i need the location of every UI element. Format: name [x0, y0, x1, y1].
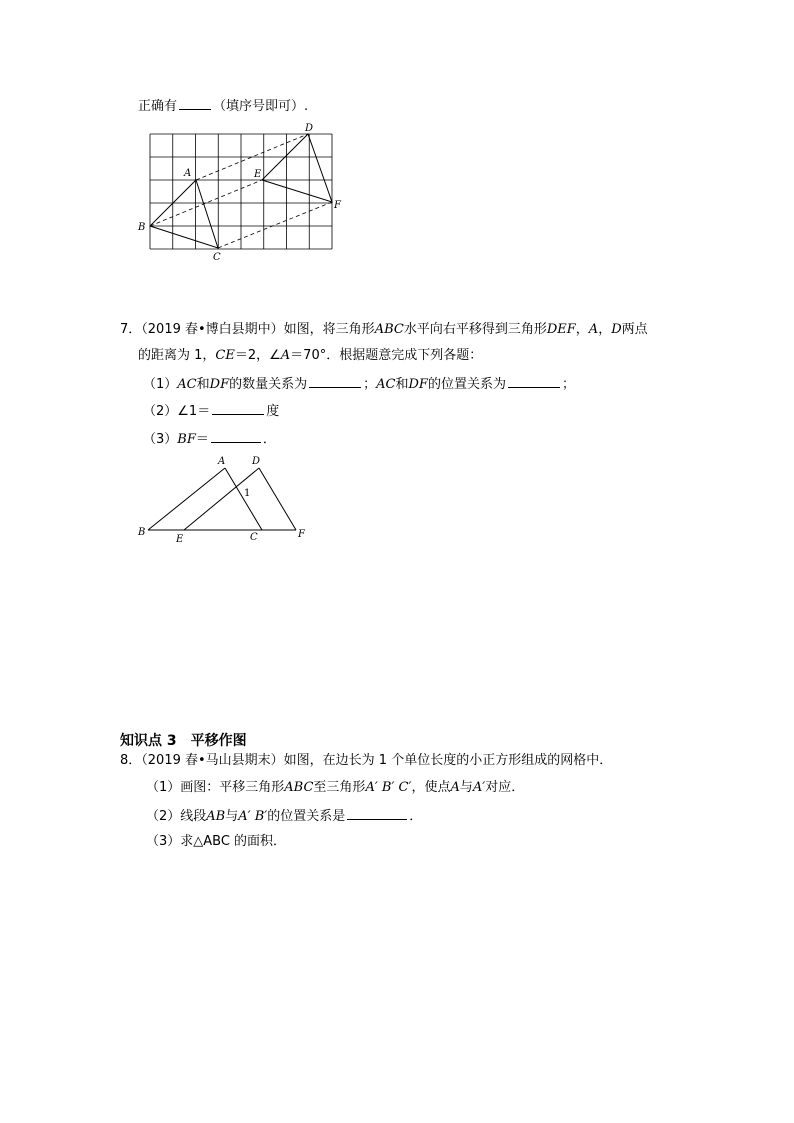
q8-p2-mid2: 的位置关系是 — [267, 809, 346, 824]
q7-p1-and: 和 — [196, 377, 210, 392]
q6-label-A: A — [184, 168, 192, 179]
q7-segment-DF — [259, 468, 296, 530]
q7-p1-AC: AC — [177, 377, 197, 392]
q8-part2 — [146, 806, 422, 826]
q7-p1-and2: 和 — [395, 377, 409, 392]
q7-p1-end: ； — [561, 377, 575, 392]
q7-p1-prefix: （1） — [143, 377, 178, 392]
q7-segment-ED — [184, 468, 259, 530]
q8-p2-AB: AB — [206, 809, 226, 824]
q7-ABC: ABC — [374, 322, 404, 337]
q6-label-F: F — [334, 200, 341, 211]
q6-answer-prefix: 正确有 — [138, 99, 178, 114]
q7-D: D — [611, 322, 622, 337]
q7-CE: CE — [215, 348, 235, 363]
q7-p1-DF2: DF — [408, 377, 428, 392]
q8-source: （2019 春•马山县期末） — [141, 753, 284, 768]
q8-p1-mid: 至三角形 — [313, 780, 366, 795]
q6-label-D: D — [305, 123, 314, 134]
q7-p2-prefix: （2）∠1＝ — [143, 404, 211, 419]
q8-p1-end: 对应． — [485, 780, 525, 795]
q7-DEF: DEF — [546, 322, 576, 337]
q8-p2-mid: 与 — [225, 809, 239, 824]
q7-label-B: B — [138, 527, 146, 538]
q6-label-B: B — [138, 222, 146, 233]
q7-p3-BF: BF — [177, 432, 196, 447]
q7-p1-mid2: 的位置关系为 — [427, 377, 506, 392]
q7-A: A — [588, 322, 599, 337]
q8-p2-blank[interactable] — [347, 806, 407, 820]
q7-segment-BA — [148, 468, 225, 530]
q7-angle-A: A — [280, 348, 291, 363]
q8-stem — [120, 752, 612, 770]
q7-number: 7． — [120, 322, 142, 337]
q7-line2-b: ＝2，∠ — [234, 348, 281, 363]
q8-part3: （3）求△ABC 的面积． — [146, 834, 287, 849]
q8-stem-text: 如图，在边长为 1 个单位长度的小正方形组成的网格中． — [283, 753, 613, 768]
q8-part1 — [146, 779, 524, 797]
q8-p1-ABC: ABC — [284, 780, 314, 795]
q7-label-1: 1 — [244, 488, 251, 499]
q7-segment-AC — [225, 468, 262, 530]
q8-p1-prefix: （1）画图：平移三角形 — [146, 780, 285, 795]
q8-p1-A-B-C-prime: A′ B′ C′ — [365, 780, 412, 795]
q7-p1-AC2: AC — [376, 377, 396, 392]
q7-stem-2: 水平向右平移得到三角形 — [403, 322, 547, 337]
q7-p3-prefix: （3） — [143, 432, 178, 447]
q7-stem-1: 如图，将三角形 — [283, 322, 375, 337]
q7-p1-mid: 的数量关系为 — [229, 377, 308, 392]
q8-number: 8． — [120, 753, 142, 768]
q7-label-C: C — [250, 532, 258, 543]
q7-p3-eq: ＝ — [195, 432, 209, 447]
q7-comma-1: ， — [575, 322, 589, 337]
q8-p2-prefix: （2）线段 — [146, 809, 207, 824]
q7-stem-3: 两点 — [621, 322, 648, 337]
q7-label-A: A — [218, 456, 226, 467]
section3-heading: 知识点 3 平移作图 — [120, 733, 247, 749]
q8-p2-end: ． — [409, 809, 423, 824]
q6-label-E: E — [254, 169, 262, 180]
q8-p1-mid3: 与 — [459, 780, 473, 795]
q8-p1-A: A — [450, 780, 460, 795]
q7-label-D: D — [252, 456, 261, 467]
q8-p2-A-B-prime: A′ B′ — [238, 809, 268, 824]
q6-label-C: C — [213, 252, 221, 263]
q7-p1-DF: DF — [209, 377, 230, 392]
q7-label-F: F — [298, 529, 305, 540]
q7-p3-end: ． — [262, 432, 276, 447]
q7-source: （2019 春•博白县期中） — [141, 322, 284, 337]
q7-comma-2: ， — [598, 322, 612, 337]
q7-translation-figure — [0, 0, 794, 560]
q8-p1-A-prime: A′ — [472, 780, 486, 795]
q7-line2-c: ＝70°．根据题意完成下列各题： — [290, 348, 483, 363]
q6-answer-suffix: （填序号即可）. — [213, 99, 309, 114]
q7-label-E: E — [176, 534, 184, 545]
q7-p1-sep: ； — [363, 377, 377, 392]
q7-line2-a: 的距离为 1， — [138, 348, 216, 363]
q7-p2-unit: 度 — [266, 404, 280, 419]
q8-p1-mid2: ，使点 — [411, 780, 451, 795]
